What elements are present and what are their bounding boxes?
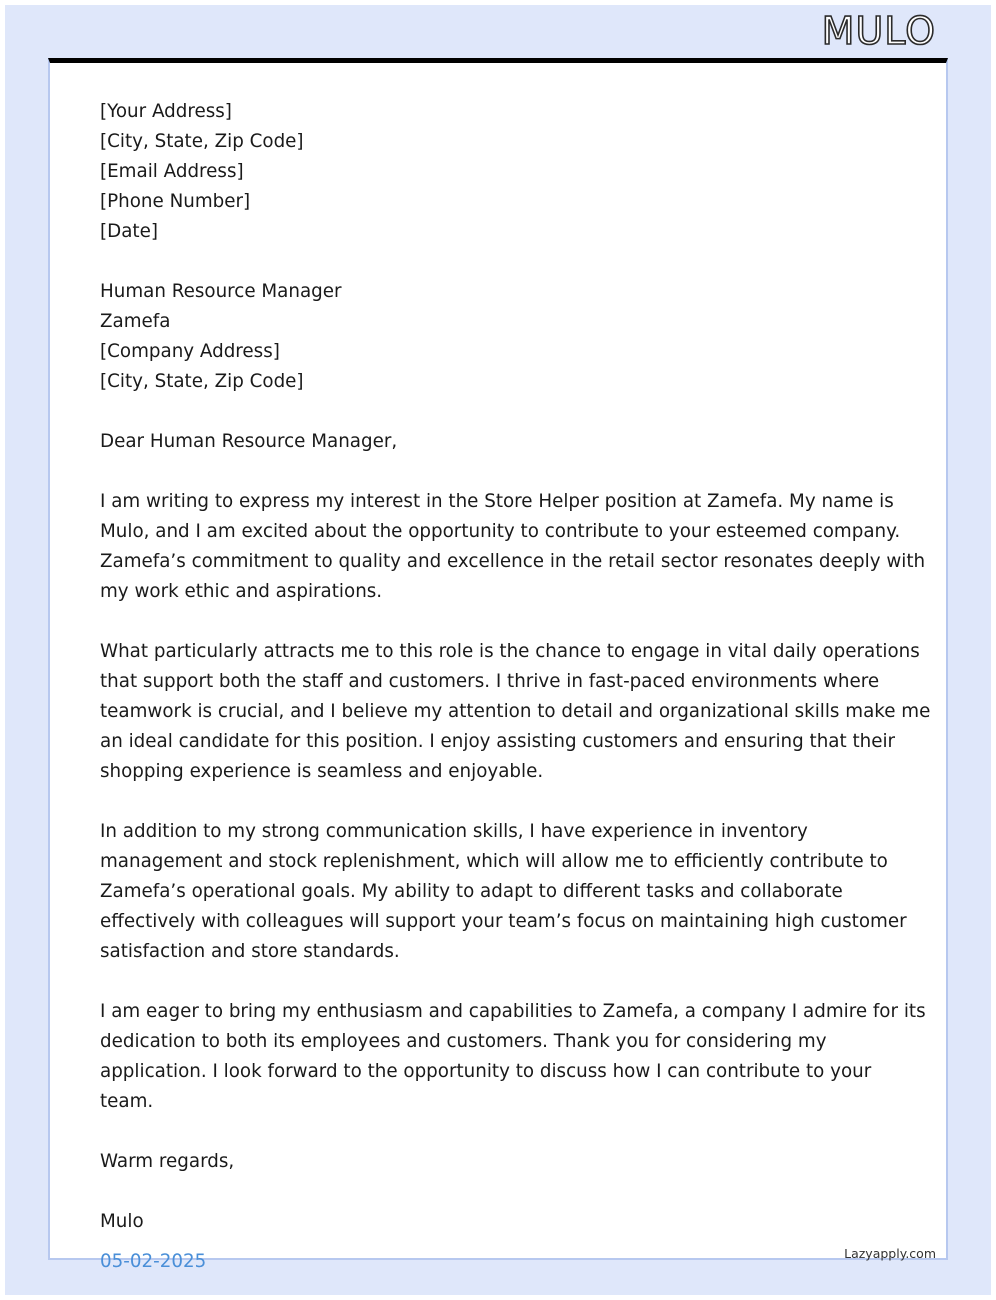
cover-letter-body xyxy=(100,97,931,1237)
signature xyxy=(100,1207,900,1237)
paragraph-line: dedication to both its employees and customers. Thank you for considering my xyxy=(100,1031,827,1052)
paragraph-line: that support both the staff and customers. I thrive in fast-paced environments where xyxy=(100,671,880,692)
paragraph-line: team. xyxy=(100,1091,154,1112)
paragraph-line: Zamefa’s commitment to quality and excellence in the retail sector resonates deeply with xyxy=(100,551,926,572)
sender-city-line: [City, State, Zip Code] xyxy=(100,131,304,152)
paragraph-line: I am writing to express my interest in the Store Helper position at Zamefa. My name is xyxy=(100,491,894,512)
sender-address-block xyxy=(100,97,900,247)
paragraph-line: Zamefa’s operational goals. My ability to adapt to different tasks and collaborate xyxy=(100,881,843,902)
paragraph-line: I am eager to bring my enthusiasm and capabilities to Zamefa, a company I admire for its xyxy=(100,1001,926,1022)
salutation xyxy=(100,427,900,457)
paragraph-closing xyxy=(100,997,926,1117)
recipient-address-line: [Company Address] xyxy=(100,341,280,362)
closing-text: Warm regards, xyxy=(100,1151,235,1172)
sender-date-line: [Date] xyxy=(100,221,158,242)
paragraph-skills xyxy=(100,817,907,967)
paragraph-motivation xyxy=(100,637,931,787)
signature-name: Mulo xyxy=(100,1211,144,1232)
paragraph-line: an ideal candidate for this position. I enjoy assisting customers and ensuring that their xyxy=(100,731,896,752)
brand-logo: MULO xyxy=(821,9,936,53)
paragraph-intro xyxy=(100,487,926,607)
recipient-address-block xyxy=(100,277,900,397)
paragraph-line: shopping experience is seamless and enjoyable. xyxy=(100,761,544,782)
recipient-title-line: Human Resource Manager xyxy=(100,281,342,302)
recipient-company-line: Zamefa xyxy=(100,311,171,332)
paragraph-line: What particularly attracts me to this role is the chance to engage in vital daily operations xyxy=(100,641,920,662)
sender-address-line: [Your Address] xyxy=(100,101,232,122)
paragraph-line: effectively with colleagues will support your team’s focus on maintaining high customer xyxy=(100,911,907,932)
sender-phone-line: [Phone Number] xyxy=(100,191,251,212)
paragraph-line: application. I look forward to the opportunity to discuss how I can contribute to your xyxy=(100,1061,872,1082)
sender-email-line: [Email Address] xyxy=(100,161,244,182)
footer-site-credit: Lazyapply.com xyxy=(844,1246,936,1261)
paragraph-line: In addition to my strong communication skills, I have experience in inventory xyxy=(100,821,808,842)
paragraph-line: management and stock replenishment, which will allow me to efficiently contribute to xyxy=(100,851,888,872)
closing xyxy=(100,1147,900,1177)
footer-date: 05-02-2025 xyxy=(100,1251,207,1272)
paragraph-line: satisfaction and store standards. xyxy=(100,941,400,962)
paragraph-line: Mulo, and I am excited about the opportunity to contribute to your esteemed company. xyxy=(100,521,901,542)
recipient-city-line: [City, State, Zip Code] xyxy=(100,371,304,392)
paragraph-line: my work ethic and aspirations. xyxy=(100,581,383,602)
salutation-text: Dear Human Resource Manager, xyxy=(100,431,398,452)
paragraph-line: teamwork is crucial, and I believe my attention to detail and organizational skills make me xyxy=(100,701,931,722)
